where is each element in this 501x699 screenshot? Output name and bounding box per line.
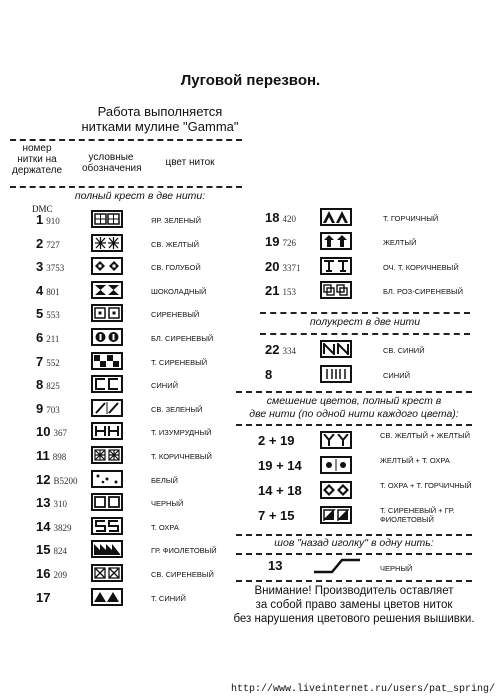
legend-half-row [265,365,475,385]
legend-left-row [36,470,236,490]
wave-icon [91,540,123,558]
backstitch-dashed-line [236,534,472,536]
legend-left-color-name: СИРЕНЕВЫЙ [151,310,200,320]
legend-right-number [265,283,296,298]
legend-left-color-name: Т. ОХРА [151,522,179,532]
legend-left-number [36,377,60,392]
section-backstitch: шов "назад иголку" в одну нить: [274,537,434,549]
triangles-icon [91,588,123,606]
legend-left-color-name: ЧЕРНЫЙ [151,499,184,509]
legend-mix-number-value: 7 + 15 [258,508,295,523]
bars-icon [320,365,352,383]
two-dots-icon [320,456,352,474]
legend-left-dmc-code: 553 [46,310,60,321]
half-section-dashed-line [260,312,470,314]
legend-left-color-name: СВ. СИРЕНЕВЫЙ [151,570,214,579]
backstitch-number: 13 [268,558,283,573]
legend-left-number [36,354,60,369]
legend-mix-number [258,433,295,448]
legend-left-number [36,283,60,298]
legend-left-number-value: 8 [36,377,44,393]
legend-left-number [36,566,67,581]
double-x-icon [91,564,123,582]
legend-mix-row [258,481,478,501]
legend-right-number [265,210,296,225]
legend-left-row [36,493,236,513]
legend-half-number [265,342,296,357]
square-dot-icon [91,304,123,322]
backstitch-color: ЧЕРНЫЙ [380,564,413,573]
legend-left-row [36,257,236,277]
section-full-cross: полный крест в две нити: [74,190,206,202]
legend-half-color-name: СИНИЙ [383,371,411,380]
legend-left-color-name: БЕЛЫЙ [151,475,178,485]
legend-mix-row [258,456,478,476]
legend-left-number-value: 4 [36,282,44,298]
legend-left-number [36,236,60,251]
legend-left-dmc-code: 910 [46,216,60,226]
section-half-cross: полукрест в две нити [309,316,421,328]
legend-left-color-name: СВ. ГОЛУБОЙ [151,263,201,273]
legend-mix-number [258,483,302,498]
legend-left-number-value: 10 [36,424,51,440]
legend-left-row [36,540,236,560]
half-section-bottom-line [260,333,470,335]
dmc-label: DMC [32,204,53,214]
legend-left-number [36,448,66,463]
legend-left-number [36,519,71,534]
notice-line-3: без нарушения цветового решения вышивки. [233,613,475,625]
legend-left-row [36,588,236,608]
snowflake-icon [91,234,123,252]
legend-left-dmc-code: 703 [46,404,60,415]
double-c-icon [91,375,123,393]
checker-icon [91,352,123,370]
legend-left-color-name: Т. СИНИЙ [151,593,186,603]
arrows-up-icon [320,232,352,250]
legend-mix-row [258,506,478,526]
section-mix-line-2: две нити (по одной нити каждого цвета): [249,408,459,420]
legend-mix-color-name: Т. СИРЕНЕВЫЙ + ГР. ФИОЛЕТОВЫЙ [380,506,455,524]
mix-section-dashed-line [236,391,472,393]
dots-icon [91,470,123,488]
legend-left-dmc-code: 209 [53,570,67,580]
header-bottom-dashed-line [10,186,242,188]
notice-dashed-line [236,580,472,582]
legend-left-row [36,517,236,537]
legend-left-number-value: 7 [36,353,44,369]
legend-left-row [36,564,236,584]
legend-left-number-value: 16 [36,566,51,581]
legend-mix-color-name: СВ. ЖЕЛТЫЙ + ЖЕЛТЫЙ [380,431,471,440]
legend-mix-color-name: Т. ОХРА + Т. ГОРЧИЧНЫЙ [380,481,472,490]
legend-left-number [36,212,60,227]
column-number-header: номер нитки на держателе [12,143,63,176]
legend-right-number-value: 18 [265,210,280,225]
legend-left-dmc-code: B5200 [53,475,78,486]
legend-left-color-name: Т. ИЗУМРУДНЫЙ [151,428,212,438]
notice [226,584,482,626]
legend-left-color-name: Т. КОРИЧНЕВЫЙ [151,452,212,461]
legend-left-row [36,304,236,324]
legend-left-number [36,590,50,605]
legend-left-color-name: ЯР. ЗЕЛЕНЫЙ [151,216,202,225]
legend-right-row [265,257,475,277]
legend-left-row [36,352,236,372]
legend-right-row [265,208,475,228]
h-icon [91,422,123,440]
legend-left-color-name: СИНИЙ [151,381,179,391]
legend-half-number-value: 22 [265,342,280,357]
double-diamond-icon [320,481,352,499]
column-symbol-header: условные обозначения [82,152,142,174]
ss-icon [91,517,123,535]
page-title: Луговой перезвон. [180,72,321,89]
legend-left-number [36,401,60,416]
legend-left-row [36,328,236,348]
section-mix [236,395,472,421]
legend-left-number [36,424,67,439]
legend-left-color-name: ШОКОЛАДНЫЙ [151,286,207,296]
legend-right-dmc-code: 726 [282,238,296,249]
legend-half-number-value: 8 [265,367,273,382]
legend-mix-number [258,508,295,523]
legend-half-row [265,340,475,360]
overlap-squares-icon [320,281,352,299]
legend-right-number-value: 19 [265,234,280,250]
legend-left-dmc-code: 801 [46,286,60,297]
source-url[interactable]: http://www.liveinternet.ru/users/pat_spring/ [230,684,495,695]
legend-right-row [265,281,475,301]
legend-left-dmc-code: 552 [46,357,60,368]
legend-left-number-value: 12 [36,471,51,487]
legend-mix-number-value: 2 + 19 [258,433,295,448]
legend-mix-number-value: 14 + 18 [258,483,302,498]
legend-left-dmc-code: 310 [53,499,67,510]
legend-left-color-name: ГР. ФИОЛЕТОВЫЙ [151,546,217,556]
subtitle [30,104,290,134]
double-a-icon [320,208,352,226]
legend-right-number-value: 21 [265,282,280,298]
double-triangle-icon [320,506,352,524]
legend-right-dmc-code: 3371 [282,262,301,273]
legend-half-color-name: СВ. СИНИЙ [383,346,425,355]
double-y-icon [320,431,352,449]
legend-right-color-name: Т. ГОРЧИЧНЫЙ [383,214,439,223]
legend-left-row [36,399,236,419]
legend-right-number [265,259,300,274]
legend-left-dmc-code: 211 [46,334,60,344]
legend-left-dmc-code: 367 [53,428,67,439]
legend-left-row [36,234,236,254]
legend-left-color-name: Т. СИРЕНЕВЫЙ [151,357,208,367]
legend-left-row [36,281,236,301]
legend-left-number [36,495,67,510]
legend-left-dmc-code: 898 [52,452,67,462]
legend-left-number-value: 17 [36,589,51,605]
notice-line-2: за собой право замены цветов ниток [255,599,453,611]
legend-left-dmc-code: 3829 [53,522,72,533]
legend-left-dmc-code: 824 [53,546,67,557]
legend-left-number [36,330,59,345]
legend-left-number-value: 13 [36,495,51,511]
legend-left-dmc-code: 3753 [46,263,65,274]
legend-mix-row [258,431,478,451]
legend-left-dmc-code: 727 [46,239,60,250]
legend-right-color-name: ЖЕЛТЫЙ [383,238,417,248]
legend-left-number [36,472,77,487]
backstitch-bottom-line [236,553,472,555]
diamond-icon [91,257,123,275]
legend-right-number-value: 20 [265,258,280,274]
legend-mix-color-name: ЖЕЛТЫЙ + Т. ОХРА [380,456,450,465]
column-color-header: цвет ниток [165,157,215,168]
double-square-icon [91,493,123,511]
legend-left-row [36,375,236,395]
double-circle-icon [91,328,123,346]
legend-mix-number [258,458,302,473]
legend-right-color-name: БЛ. РОЗ-СИРЕНЕВЫЙ [383,286,463,296]
legend-left-row [36,210,236,230]
grid-icon [91,210,123,228]
legend-left-row [36,446,236,466]
legend-left-row [36,422,236,442]
legend-right-color-name: ОЧ. Т. КОРИЧНЕВЫЙ [383,262,459,272]
legend-right-dmc-code: 420 [282,214,296,224]
legend-half-dmc-code: 334 [282,346,296,356]
legend-left-number-value: 3 [36,259,44,275]
legend-left-number-value: 2 [36,235,44,251]
double-n-icon [320,340,352,358]
hourglass-icon [91,281,123,299]
legend-left-number-value: 6 [36,330,44,345]
legend-mix-number-value: 19 + 14 [258,458,302,473]
legend-left-number-value: 15 [36,542,51,558]
subtitle-line-2: нитками мулине "Gamma" [81,119,239,134]
legend-left-number [36,259,64,274]
header-top-dashed-line [10,139,242,141]
double-t-icon [320,257,352,275]
notice-line-1: Внимание! Производитель оставляет [254,585,454,597]
legend-left-number-value: 14 [36,518,51,534]
legend-right-row [265,232,475,252]
legend-left-number-value: 11 [36,448,50,463]
legend-right-number [265,234,296,249]
legend-left-number [36,306,60,321]
legend-right-dmc-code: 153 [282,286,296,297]
star-icon [91,446,123,464]
legend-left-color-name: СВ. ЖЕЛТЫЙ [151,239,200,249]
section-mix-line-1: смешение цветов, полный крест в [266,395,442,407]
backstitch-line-icon [312,557,362,575]
legend-half-number [265,367,272,382]
legend-left-number [36,542,67,557]
legend-left-color-name: СВ. ЗЕЛЕНЫЙ [151,404,203,414]
slash-icon [91,399,123,417]
legend-left-number-value: 9 [36,400,44,416]
legend-left-color-name: БЛ. СИРЕНЕВЫЙ [151,334,214,343]
mix-section-bottom-line [236,424,472,426]
subtitle-line-1: Работа выполняется [97,104,223,119]
legend-left-number-value: 1 [36,212,44,227]
legend-left-number-value: 5 [36,306,44,322]
legend-left-dmc-code: 825 [46,381,60,392]
